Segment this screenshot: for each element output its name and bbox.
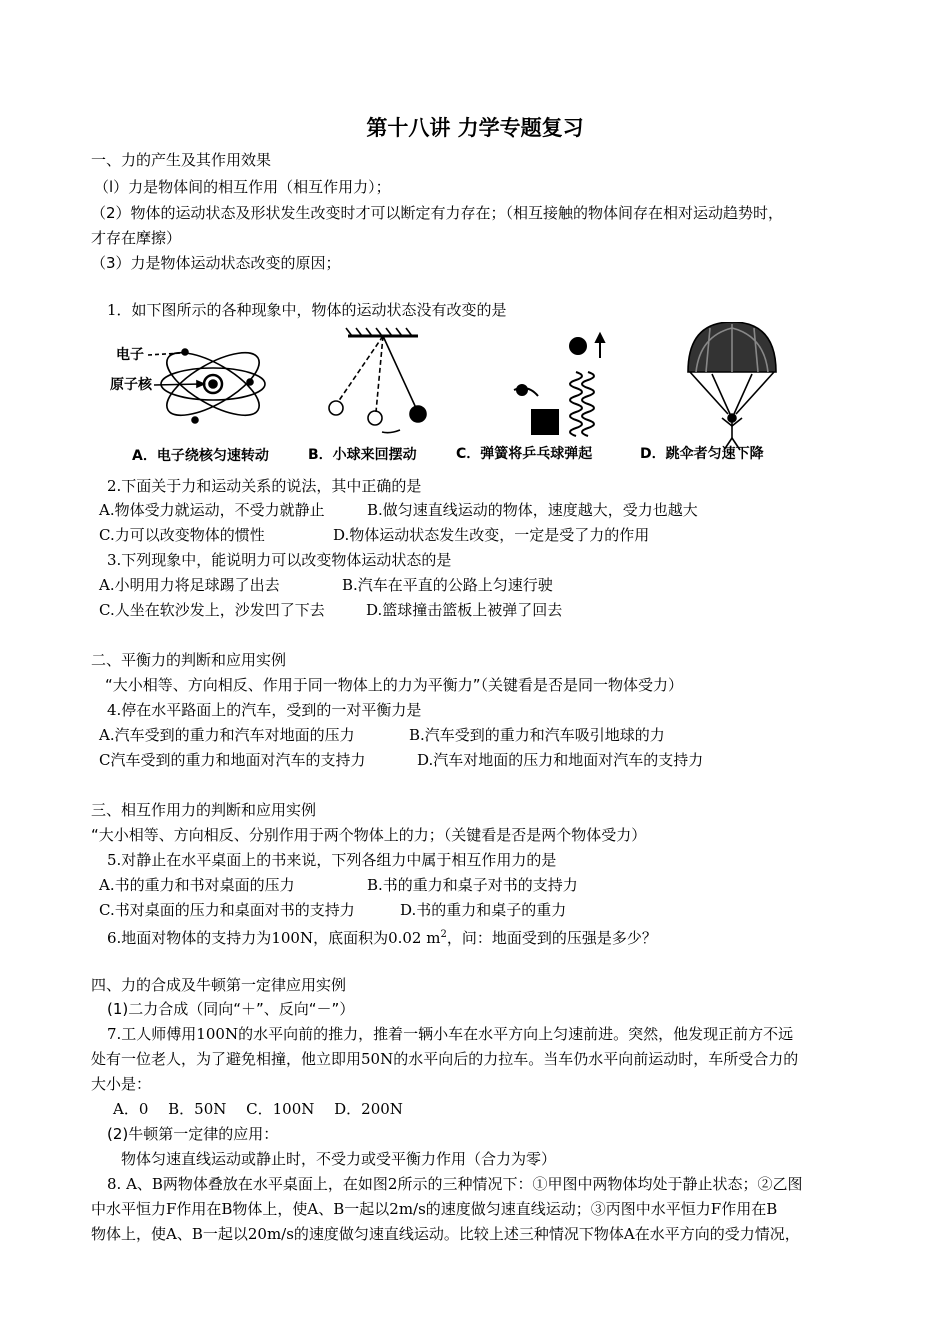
question-4-stem: 4.停在水平路面上的汽车，受到的一对平衡力是 xyxy=(107,701,422,719)
section-1-heading: 一、力的产生及其作用效果 xyxy=(91,151,272,169)
question-6-text: 6.地面对物体的支持力为100N，底面积为0.02 m xyxy=(107,929,441,947)
question-2-option-b: B.做匀速直线运动的物体，速度越大，受力也越大 xyxy=(367,501,698,519)
question-7-line2: 处有一位老人，为了避免相撞，他立即用50N的水平向后的力拉车。当车仍水平向前运动时，车所受合力的 xyxy=(91,1050,799,1068)
question-6 xyxy=(107,925,657,948)
point-2-line2: 才存在摩擦） xyxy=(91,229,182,247)
section-2-key-point: “大小相等、方向相反、作用于同一物体上的力为平衡力”（关键看是否是同一物体受力） xyxy=(105,676,684,694)
question-2-option-d: D.物体运动状态发生改变，一定是受了力的作用 xyxy=(333,526,650,544)
electron-label: 电子 xyxy=(116,347,144,363)
question-7-line3: 大小是： xyxy=(91,1075,152,1093)
question-5-stem: 5.对静止在水平桌面上的书来说，下列各组力中属于相互作用力的是 xyxy=(107,851,557,869)
page-title: 第十八讲 力学专题复习 xyxy=(366,116,584,140)
question-3-option-c: C.人坐在软沙发上，沙发凹了下去 xyxy=(99,601,325,619)
question-4-option-c: C汽车受到的重力和地面对汽车的支持力 xyxy=(99,751,366,769)
question-5-option-d: D.书的重力和桌子的重力 xyxy=(400,901,567,919)
question-8-line1: 8. A、B两物体叠放在水平桌面上，在如图2所示的三种情况下：①甲图中两物体均处于静止状态；②乙图 xyxy=(107,1175,803,1193)
figure-illustrations xyxy=(100,322,800,468)
question-5-option-a: A.书的重力和书对桌面的压力 xyxy=(99,876,295,894)
question-6-text-end: ，问：地面受到的压强是多少？ xyxy=(446,929,657,947)
question-4-option-d: D.汽车对地面的压力和地面对汽车的支持力 xyxy=(417,751,704,769)
question-3-option-b: B.汽车在平直的公路上匀速行驶 xyxy=(342,576,553,594)
caption-d: D．跳伞者匀速下降 xyxy=(640,446,764,462)
caption-a: A．电子绕核匀速转动 xyxy=(132,448,269,464)
section-4-subheading-1: (1)二力合成（同向“＋”、反向“－”） xyxy=(107,1000,355,1018)
question-4-option-b: B.汽车受到的重力和汽车吸引地球的力 xyxy=(409,726,665,744)
point-2-line1: （2）物体的运动状态及形状发生改变时才可以断定有力存在；（相互接触的物体间存在相对运动趋势时， xyxy=(91,204,784,222)
question-4-option-a: A.汽车受到的重力和汽车对地面的压力 xyxy=(99,726,355,744)
question-2-option-c: C.力可以改变物体的惯性 xyxy=(99,526,265,544)
question-5-option-b: B.书的重力和桌子对书的支持力 xyxy=(367,876,578,894)
caption-c: C．弹簧将乒乓球弹起 xyxy=(456,446,593,462)
point-3: （3）力是物体运动状态改变的原因； xyxy=(91,254,341,272)
pendulum-illustration xyxy=(329,328,426,433)
newton-rule: 物体匀速直线运动或静止时，不受力或受平衡力作用（合力为零） xyxy=(121,1150,557,1168)
parachute-illustration xyxy=(688,322,776,450)
question-3-stem: 3.下列现象中，能说明力可以改变物体运动状态的是 xyxy=(107,551,452,569)
question-7-line1: 7.工人师傅用100N的水平向前的推力，推着一辆小车在水平方向上匀速前进。突然，他发现正前方不远 xyxy=(107,1025,794,1043)
question-1-stem: 1．如下图所示的各种现象中，物体的运动状态没有改变的是 xyxy=(107,301,507,319)
question-3-option-d: D.篮球撞击篮板上被弹了回去 xyxy=(366,601,563,619)
section-2-heading: 二、平衡力的判断和应用实例 xyxy=(91,651,287,669)
question-6-superscript: 2 xyxy=(440,929,447,940)
question-8-line2: 中水平恒力F作用在B物体上，使A、B一起以2m/s的速度做匀速直线运动；③丙图中水平恒力F作用在B xyxy=(91,1200,778,1218)
spring-ball-illustration xyxy=(514,334,604,436)
question-8-line3: 物体上，使A、B一起以20m/s的速度做匀速直线运动。比较上述三种情况下物体A在水平方向的受力情况， xyxy=(91,1225,800,1243)
question-7-options: A．0 B．50N C．100N D．200N xyxy=(113,1100,403,1118)
section-3-key-point: “大小相等、方向相反、分别作用于两个物体上的力；（关键看是否是两个物体受力） xyxy=(91,826,647,844)
question-1-figure xyxy=(100,322,800,468)
question-2-stem: 2.下面关于力和运动关系的说法，其中正确的是 xyxy=(107,477,422,495)
caption-b: B．小球来回摆动 xyxy=(308,447,417,463)
section-3-heading: 三、相互作用力的判断和应用实例 xyxy=(91,801,317,819)
question-5-option-c: C.书对桌面的压力和桌面对书的支持力 xyxy=(99,901,355,919)
section-4-heading: 四、力的合成及牛顿第一定律应用实例 xyxy=(91,976,347,994)
section-4-subheading-2: (2)牛顿第一定律的应用： xyxy=(107,1125,279,1143)
atom-illustration xyxy=(148,341,268,428)
point-1: （l）力是物体间的相互作用（相互作用力）； xyxy=(94,178,391,196)
question-3-option-a: A.小明用力将足球踢了出去 xyxy=(99,576,280,594)
question-2-option-a: A.物体受力就运动，不受力就静止 xyxy=(99,501,325,519)
nucleus-label: 原子核 xyxy=(110,377,152,393)
